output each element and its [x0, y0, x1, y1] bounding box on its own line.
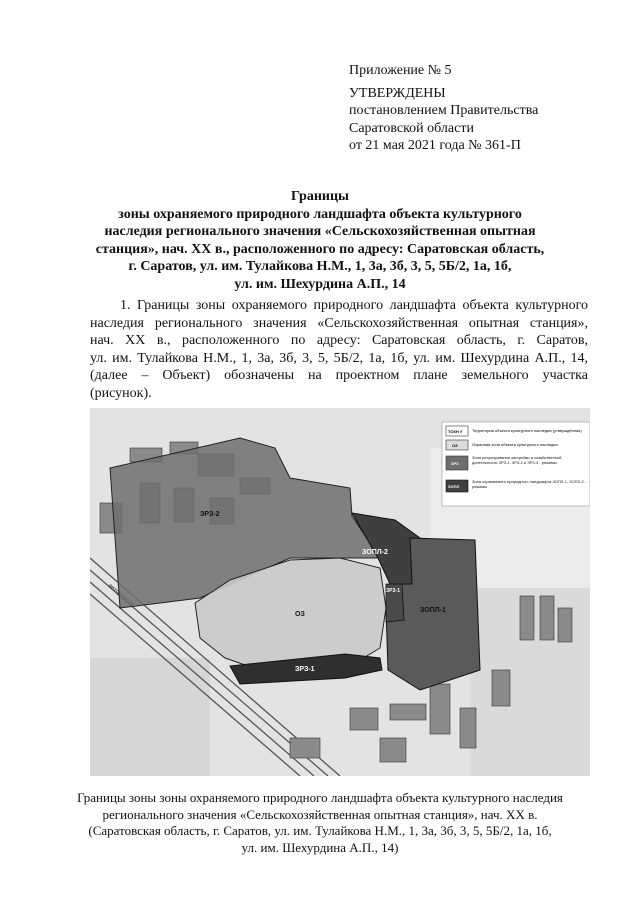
para-line-1: 1. Границы зоны охраняемого природного ландшафта объекта культурного — [120, 298, 588, 313]
para-line-5: (далее – Объект) обозначены на проектном плане земельного участка — [90, 368, 588, 383]
approval-line-3: от 21 мая 2021 года № 361-П — [349, 138, 521, 153]
title-line-3: наследия регионального значения «Сельскохозяйственная опытная — [104, 224, 536, 239]
label-zopl1: ЗОПЛ-1 — [420, 607, 446, 614]
legend-text4: Зона охраняемого природного ландшафта ЗОПЛ-1, ЗОПЛ-2 - режимы — [472, 479, 587, 489]
legend-text3: Зона регулирования застройки и хозяйственной деятельности ЗРЗ-1, ЗРЗ-2 и ЗРЗ-3 - режимы — [472, 455, 562, 465]
para-line-4: ул. им. Тулайкова Н.М., 1, 3а, 3б, 3, 5, 5Б/2, 1а, 1б, ул. им. Шехурдина А.П., 14, — [90, 350, 588, 366]
caption-line-3: (Саратовская область, г. Саратов, ул. им. Тулайкова Н.М., 1, 3а, 3б, 3, 5, 5Б/2, 1а, 1б, — [88, 823, 552, 838]
label-zopl2: ЗОПЛ-2 — [362, 549, 388, 556]
body-paragraph — [90, 297, 588, 402]
legend-text1: Территория объекта культурного наследия (утверждённая) — [472, 428, 582, 433]
para-line-6: (рисунок). — [90, 385, 152, 401]
approval-line-1: постановлением Правительства — [349, 103, 539, 118]
title-line-1: Границы — [291, 189, 349, 204]
appendix-number: Приложение № 5 — [349, 63, 452, 78]
approval-block — [349, 62, 538, 155]
caption-line-2: регионального значения «Сельскохозяйственная опытная станция», нач. XX в. — [102, 806, 538, 822]
figure-caption — [60, 790, 580, 856]
legend-text2: Охранная зона объекта культурного наследия — [472, 442, 558, 447]
title-line-5: г. Саратов, ул. им. Тулайкова Н.М., 1, 3а, 3б, 3, 5, 5Б/2, 1а, 1б, — [128, 259, 512, 274]
title-line-6: ул. им. Шехурдина А.П., 14 — [234, 276, 406, 292]
label-zrz2: ЗРЗ-2 — [200, 511, 220, 518]
caption-line-1: Границы зоны зоны охраняемого природного ландшафта объекта культурного наследия — [77, 790, 563, 805]
caption-line-4: ул. им. Шехурдина А.П., 14) — [241, 839, 399, 855]
para-line-3: нач. XX в., расположенного по адресу: Саратовская область, г. Саратов, — [90, 333, 588, 348]
legend-key2-label: ОЗ — [452, 443, 458, 448]
title-line-4: станция», нач. XX в., расположенного по адресу: Саратовская область, — [95, 241, 545, 257]
label-zrz1: ЗРЗ-1 — [295, 666, 315, 673]
document-title — [60, 188, 580, 293]
legend-key1-label: ТОКН У — [448, 429, 463, 434]
zone-map-figure — [90, 408, 590, 776]
approval-line-2: Саратовской области — [349, 120, 474, 136]
legend-key4-label: ЗОПЛ — [448, 484, 460, 489]
para-line-2: наследия регионального значения «Сельскохозяйственная опытная станция», — [90, 315, 588, 331]
map-legend — [442, 422, 590, 506]
label-oz: ОЗ — [295, 611, 305, 618]
zone-map — [90, 408, 590, 776]
title-line-2: зоны охраняемого природного ландшафта объекта культурного — [118, 206, 522, 222]
approved-label: УТВЕРЖДЕНЫ — [349, 85, 446, 101]
label-zrz-small: ЗРЗ-1 — [386, 588, 400, 594]
legend-key3-label: ЗРЗ — [451, 461, 459, 466]
